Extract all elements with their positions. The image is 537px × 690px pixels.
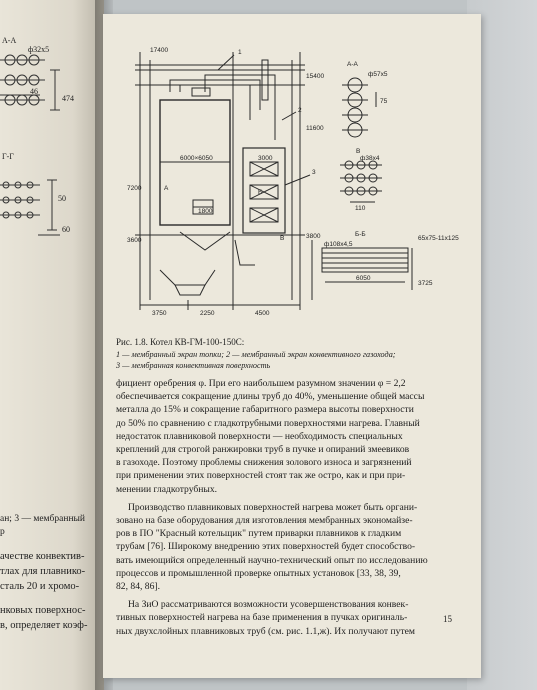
- height-label: 3600: [127, 237, 142, 244]
- body-line: На ЗиО рассматриваются возможности усовершенствования конвек-: [128, 599, 409, 611]
- height-label: 11600: [306, 125, 324, 132]
- body-line: менении гладкотрубных.: [116, 483, 218, 495]
- callout-2: 2: [298, 107, 302, 114]
- height-label: 17400: [150, 47, 169, 54]
- body-line: до 50% по сравнению с гладкотрубными поверхностями нагрева. Главный: [116, 417, 420, 429]
- body-line: тивных поверхностей нагрева на базе применения в пучках оригиналь-: [116, 612, 408, 624]
- width-label: 2250: [200, 310, 215, 317]
- dimension-label: 110: [355, 205, 366, 212]
- left-text-line: сталь 20 и хромо-: [0, 581, 80, 592]
- dimension-label: 65х75-11х125: [418, 235, 459, 242]
- section-mark-a: А: [164, 185, 169, 192]
- height-label: 3800: [306, 233, 321, 240]
- height-label: 7200: [127, 185, 142, 192]
- figure-caption-line: 1 — мембранный экран топки; 2 — мембранный экран конвективного газохода;: [116, 350, 396, 359]
- page-number: 15: [443, 614, 452, 624]
- callout-1: 1: [238, 49, 242, 56]
- dimension-label: 474: [62, 94, 74, 103]
- height-label: 15400: [306, 73, 325, 80]
- body-line: ных двухслойных плавниковых труб (см. рис. 1.1,ж). Их получают путем: [116, 625, 415, 637]
- figure-caption-line: 3 — мембранная конвективная поверхность: [116, 361, 271, 370]
- body-line: зовано на базе оборудования для изготовления мембранных экономайзе-: [116, 515, 413, 527]
- body-line: трубам [76]. Широкому внедрению этих поверхностей будет способство-: [116, 541, 416, 553]
- section-label-a-a: А-А: [347, 61, 358, 68]
- body-line: процессов и промышленной проверке опытных установок [33, 38, 39,: [116, 567, 401, 579]
- figure-caption-title: Рис. 1.8. Котел КВ-ГМ-100-150С:: [116, 337, 245, 347]
- body-line: в газоходе. Поэтому проблемы снижения золового износа и загрязнений: [116, 457, 412, 469]
- callout-3: 3: [312, 169, 316, 176]
- left-text-line: ачестве конвектив-: [0, 551, 85, 562]
- body-line: обеспечивается сокращение длины труб до 40%, уменьшение общей массы: [116, 391, 425, 403]
- width-label: 4500: [255, 310, 270, 317]
- pipe-size-label: ф32х5: [28, 45, 50, 54]
- section-mark-b: Б: [258, 189, 263, 196]
- pipe-size-label: ф57х5: [368, 71, 388, 78]
- body-line: вать имеющийся определенный научно-технический опыт по исследованию: [116, 554, 428, 566]
- section-mark-v: В: [280, 235, 285, 242]
- dimension-label: 75: [380, 98, 388, 105]
- dimension-label: 46: [30, 87, 38, 96]
- section-label-a-a: А-А: [2, 36, 17, 45]
- pipe-size-label: ф108х4,5: [324, 241, 353, 248]
- body-line: металла до 15% и сокращение габаритного размера высоты поверхности: [116, 404, 414, 416]
- body-text: [116, 377, 450, 638]
- left-text-line: нковых поверхнос-: [0, 605, 86, 616]
- boiler-figure: [0, 0, 537, 320]
- dimension-label: 50: [58, 194, 66, 203]
- body-line: Производство плавниковых поверхностей нагрева может быть органи-: [128, 501, 418, 513]
- left-text-line: ан; 3 — мембранный: [0, 514, 85, 524]
- left-text-line: тлах для плавнико-: [0, 566, 86, 577]
- body-line: креплений для строгой ранжировки труб в пучке и опираний змеевиков: [116, 444, 410, 456]
- section-label-v: В: [356, 148, 361, 155]
- body-line: 82, 84, 86].: [116, 581, 160, 593]
- pipe-size-label: ф38х4: [360, 155, 380, 162]
- dimension-label: 1800: [198, 208, 213, 215]
- section-label-g-g: Г-Г: [2, 152, 14, 161]
- body-line: недостаток плавниковой поверхности — необходимость специальных: [116, 430, 403, 442]
- dimension-label: 3000: [258, 155, 273, 162]
- left-text-line: р: [0, 527, 5, 537]
- body-line: фициент оребрения φ. При его наибольшем разумном значении φ = 2,2: [116, 378, 406, 389]
- width-label: 3750: [152, 310, 167, 317]
- furnace-size-label: 6000×6050: [180, 155, 213, 162]
- body-line: при применении этих поверхностей стоят так же остро, как и при при-: [116, 470, 406, 482]
- dimension-label: 3725: [418, 280, 433, 287]
- left-text-line: в, определяет коэф-: [0, 620, 88, 631]
- dimension-label: 60: [62, 225, 70, 234]
- dimension-label: 6050: [356, 275, 371, 282]
- body-line: ров в ПО "Красный котельщик" путем приварки плавников к гладким: [116, 528, 402, 540]
- section-label-b-b: Б-Б: [355, 231, 366, 238]
